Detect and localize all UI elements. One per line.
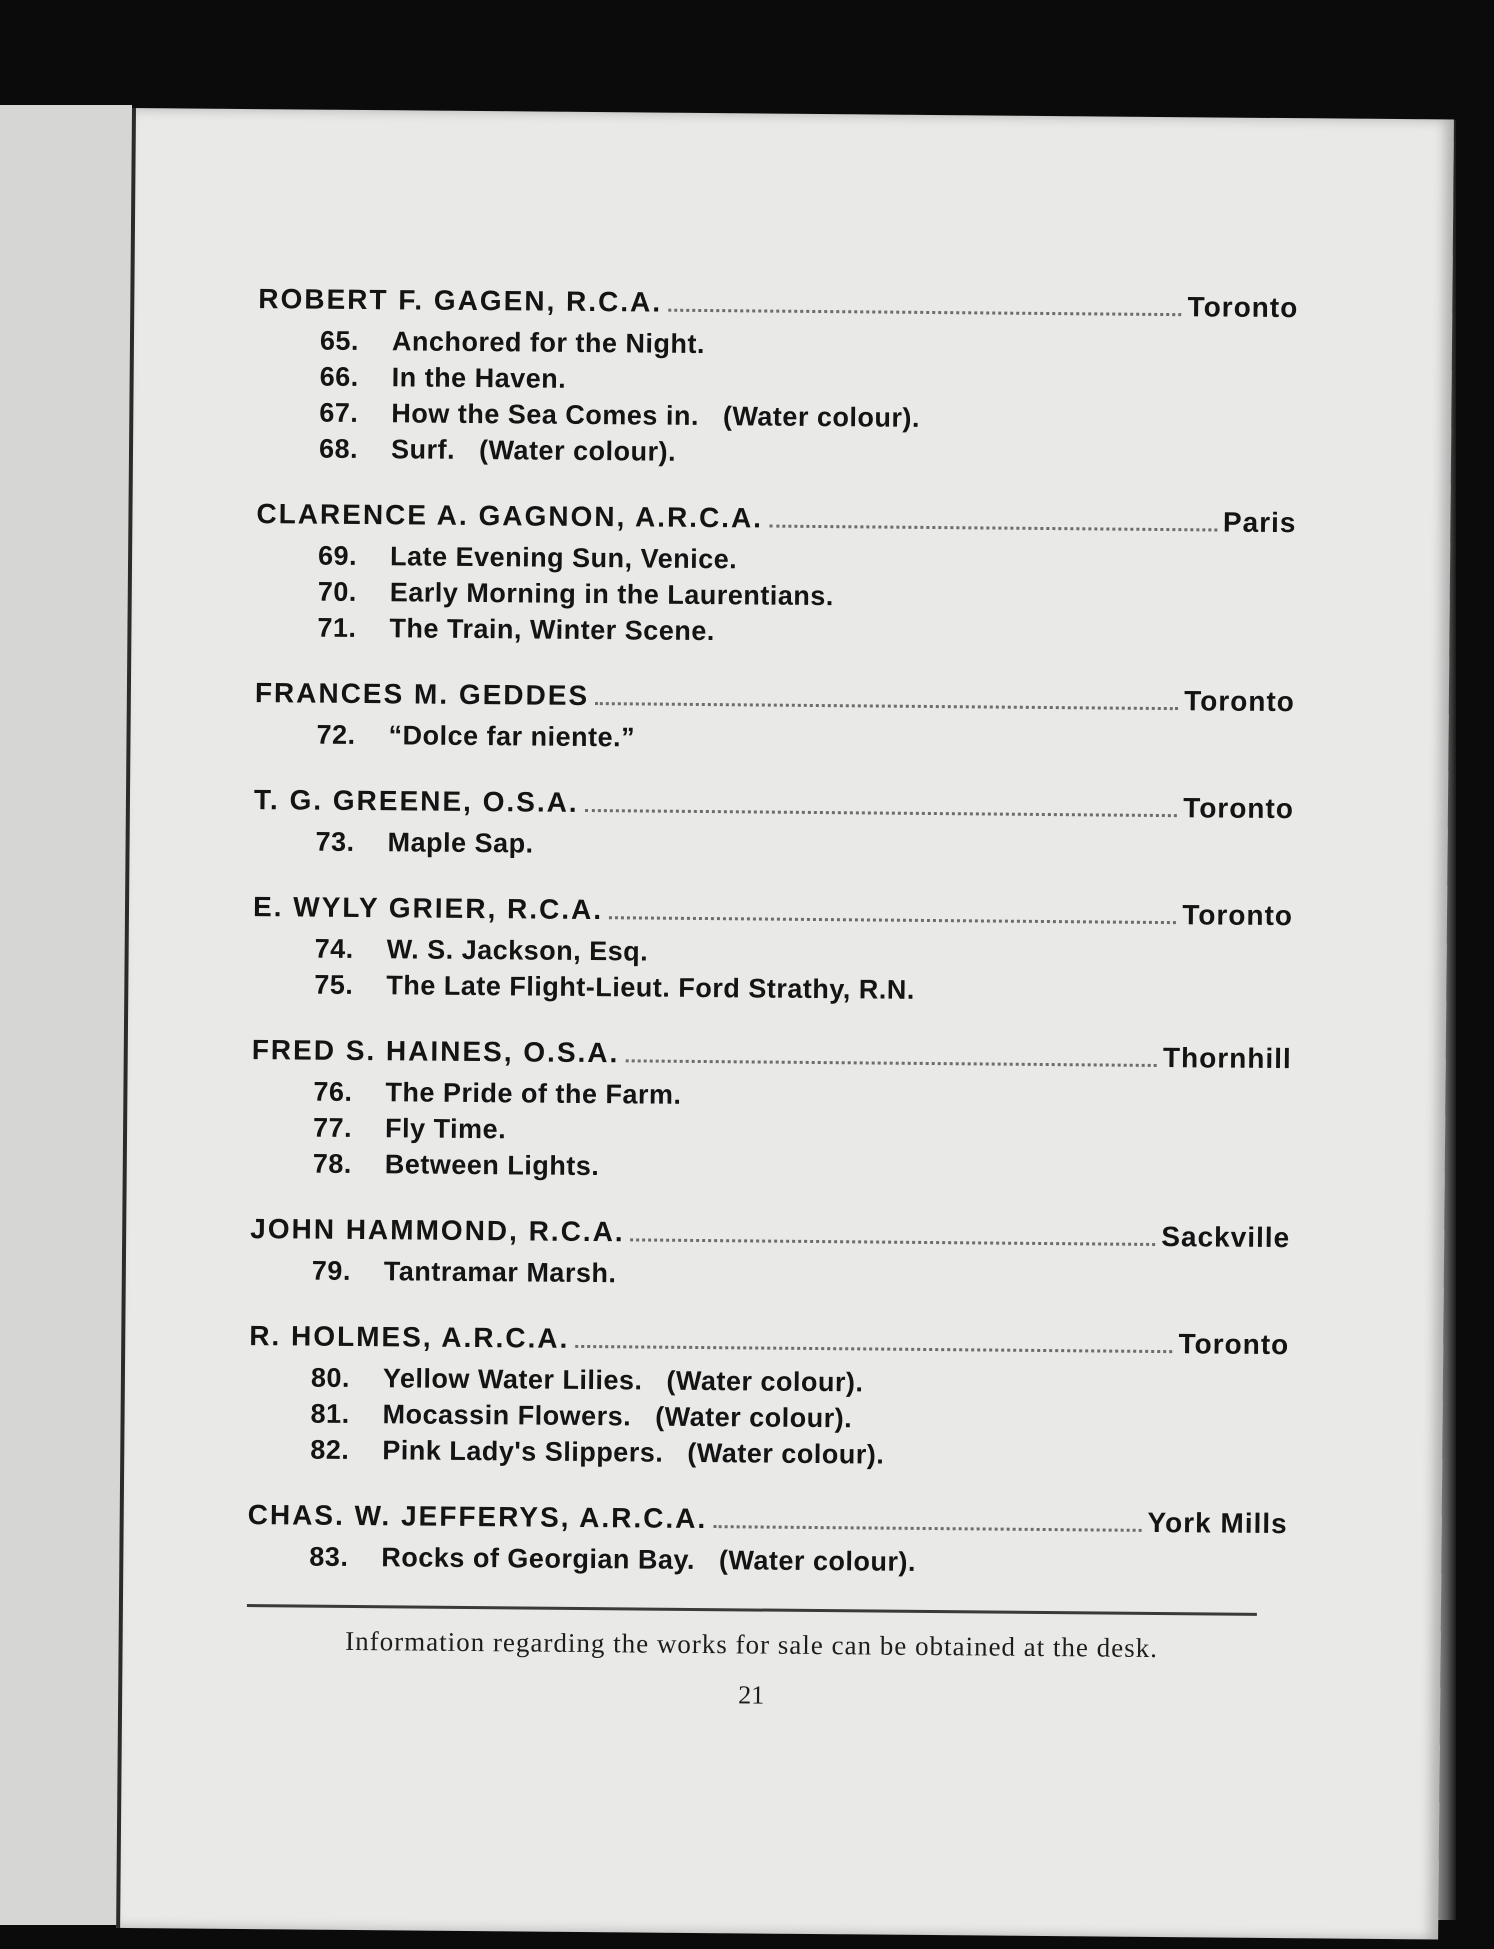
work-number: 82. [310,1434,350,1465]
work-title: Anchored for the Night. [391,326,706,360]
work-number: 67. [319,397,359,428]
artist-location: Sackville [1161,1221,1291,1254]
artist-entry [248,1318,1289,1479]
work-number: 77. [312,1112,353,1143]
work-title: Maple Sap. [387,827,534,859]
artist-location: Toronto [1182,899,1294,932]
artist-name: FRED S. HAINES, O.S.A. [251,1034,620,1069]
work-number: 69. [317,540,358,571]
artist-entry [251,1032,1292,1193]
dot-leader [769,501,1217,532]
artist-location: York Mills [1147,1506,1288,1540]
work-title: Tantramar Marsh. [383,1256,617,1289]
work-number: 80. [310,1362,351,1393]
work-title: Early Morning in the Laurentians. [389,577,834,612]
work-item [251,1148,1291,1193]
work-number: 76. [313,1076,353,1107]
artist-name: R. HOLMES, A.R.C.A. [249,1320,570,1354]
catalogue-content [246,281,1298,1715]
work-number: 71. [317,612,357,643]
dot-leader [713,1501,1142,1532]
artist-name: CHAS. W. JEFFERYS, A.R.C.A. [247,1499,708,1535]
work-number: 81. [310,1398,350,1429]
work-title: The Pride of the Farm. [385,1077,682,1110]
work-number: 70. [317,576,357,607]
work-item [253,826,1293,871]
artist-name: T. G. GREENE, O.S.A. [253,784,579,818]
dot-leader [585,785,1178,817]
artist-entry [250,1211,1291,1300]
artist-name: CLARENCE A. GAGNON, A.R.C.A. [256,498,764,534]
catalogue-page [116,108,1454,1939]
artist-location: Toronto [1183,792,1295,825]
artist-location: Toronto [1187,291,1299,324]
artist-location: Toronto [1184,685,1295,718]
work-number: 75. [314,969,354,1000]
artist-entries [247,281,1298,1586]
work-title: Surf. (Water colour). [390,434,677,467]
work-title: “Dolce far niente.” [388,720,636,753]
work-number: 72. [316,719,356,750]
work-item [254,719,1294,764]
dot-leader [625,1035,1157,1067]
artist-entry [247,1497,1288,1586]
dot-leader [609,892,1176,924]
work-number: 79. [311,1255,352,1286]
artist-entry [255,496,1296,657]
dot-leader [668,285,1182,316]
work-number: 68. [318,433,359,464]
previous-page-edge [0,105,132,1925]
artist-entry [257,281,1299,478]
footer-rule [247,1604,1257,1616]
work-title: How the Sea Comes in. (Water colour). [391,398,921,433]
work-item [247,1541,1287,1586]
work-number: 83. [309,1541,349,1572]
work-number: 65. [319,325,360,356]
work-item [248,1434,1288,1479]
artist-name: E. WYLY GRIER, R.C.A. [252,891,604,926]
dot-leader [575,1321,1172,1353]
work-title: Fly Time. [384,1113,507,1145]
work-title: In the Haven. [391,362,567,394]
work-item [250,1255,1290,1300]
work-item [255,612,1295,657]
work-item [252,969,1292,1014]
work-title: Rocks of Georgian Bay. (Water colour). [381,1542,917,1577]
work-number: 73. [315,826,355,857]
artist-name: JOHN HAMMOND, R.C.A. [250,1213,625,1248]
work-item [257,433,1297,478]
work-title: Late Evening Sun, Venice. [389,541,738,575]
page-number: 21 [738,1680,765,1710]
artist-entry [254,675,1295,764]
dot-leader [631,1214,1156,1246]
work-title: The Train, Winter Scene. [389,613,715,647]
work-number: 74. [314,933,354,964]
work-number: 66. [319,361,359,392]
work-title: Pink Lady's Slippers. (Water colour). [382,1435,885,1470]
artist-location: Toronto [1178,1328,1290,1361]
artist-location: Thornhill [1162,1042,1292,1075]
work-title: Yellow Water Lilies. (Water colour). [382,1363,864,1398]
artist-name: ROBERT F. GAGEN, R.C.A. [258,283,663,318]
work-title: W. S. Jackson, Esq. [386,934,649,967]
work-number: 78. [312,1148,352,1179]
work-title: Between Lights. [384,1149,600,1182]
artist-entry [253,782,1294,871]
artist-location: Paris [1222,506,1297,539]
artist-name: FRANCES M. GEDDES [254,677,590,712]
work-title: Mocassin Flowers. (Water colour). [382,1399,853,1434]
dot-leader [595,678,1178,710]
artist-entry [252,889,1293,1014]
sale-information-note: Information regarding the works for sale can be obtained at the desk. [345,1625,1159,1664]
work-title: The Late Flight-Lieut. Ford Strathy, R.N. [386,970,915,1005]
